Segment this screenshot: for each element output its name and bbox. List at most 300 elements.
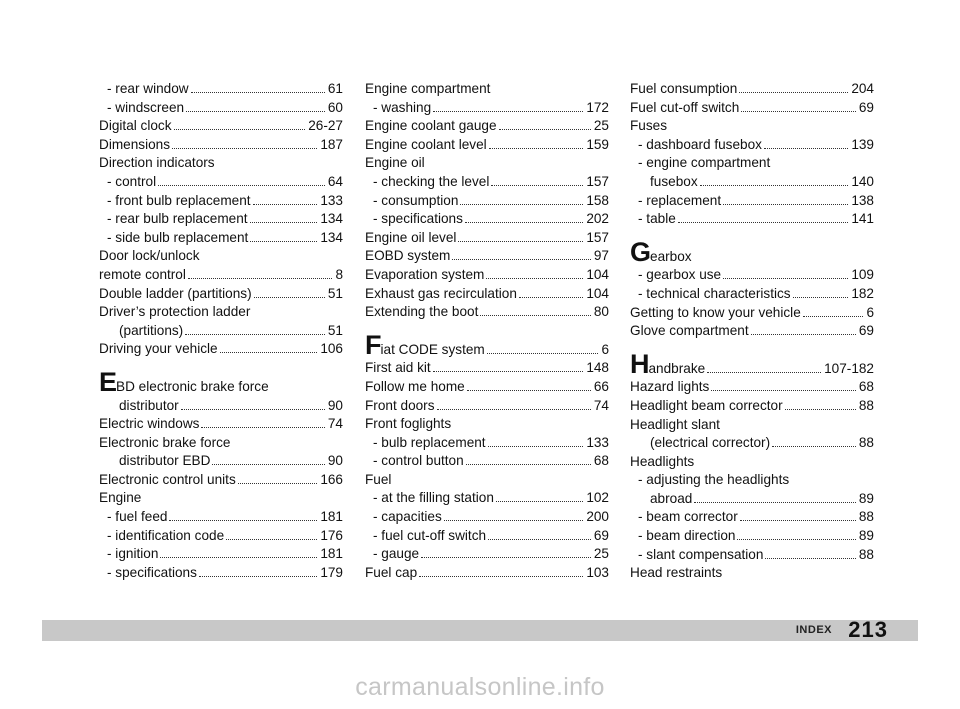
index-entry — [630, 378, 874, 397]
index-entry — [99, 117, 343, 136]
entry-label: (electrical corrector) — [650, 435, 771, 451]
index-entry — [99, 173, 343, 192]
dot-leader — [519, 297, 583, 298]
entry-label: - side bulb replacement — [107, 229, 249, 245]
dot-leader — [723, 278, 848, 279]
index-heading — [630, 154, 874, 173]
page-reference: 60 — [327, 99, 343, 115]
index-entry — [630, 490, 874, 509]
entry-label: - front bulb replacement — [107, 192, 251, 208]
entry-text — [107, 229, 248, 248]
dot-leader — [158, 185, 325, 186]
page-reference: 89 — [858, 490, 874, 506]
index-entry — [630, 508, 874, 527]
entry-label: - at the filling station — [373, 490, 494, 506]
index-entry — [99, 210, 343, 229]
index-heading — [99, 303, 343, 322]
page-reference: 74 — [593, 397, 609, 413]
section-initial: G — [630, 236, 651, 267]
entry-label: Fuel cap — [365, 564, 418, 580]
dot-leader — [707, 372, 821, 373]
entry-text — [638, 285, 791, 304]
entry-label: Electric windows — [99, 416, 200, 432]
index-entry — [630, 99, 874, 118]
page-reference: 104 — [586, 266, 609, 282]
index-entry — [99, 527, 343, 546]
index-entry — [99, 192, 343, 211]
page-reference: 139 — [851, 136, 874, 152]
page-reference: 25 — [593, 118, 609, 134]
entry-text — [107, 99, 184, 118]
index-entry — [99, 415, 343, 434]
entry-text — [99, 490, 141, 505]
dot-leader — [174, 129, 306, 130]
index-entry — [365, 489, 609, 508]
page-reference: 148 — [586, 360, 609, 376]
index-entry — [630, 210, 874, 229]
index-entry — [99, 322, 343, 341]
index-entry — [99, 80, 343, 99]
page-reference: 187 — [320, 136, 343, 152]
index-entry — [99, 285, 343, 304]
dot-leader — [433, 111, 583, 112]
section-initial: F — [365, 329, 381, 360]
entry-label: Engine — [99, 490, 142, 506]
entry-text — [373, 527, 486, 546]
page-reference: 200 — [586, 509, 609, 525]
entry-text — [365, 117, 497, 136]
entry-text — [638, 266, 721, 285]
entry-label: - technical characteristics — [638, 285, 791, 301]
dot-leader — [803, 316, 864, 317]
entry-text — [99, 366, 269, 397]
entry-label: iat CODE system — [380, 341, 485, 357]
entry-text — [373, 489, 494, 508]
index-entry — [365, 266, 609, 285]
dot-leader — [700, 185, 849, 186]
dot-leader — [694, 502, 856, 503]
dot-leader — [254, 297, 325, 298]
index-entry — [99, 136, 343, 155]
index-entry — [365, 452, 609, 471]
entry-text — [99, 266, 186, 285]
page-reference: 90 — [327, 397, 343, 413]
entry-text — [650, 434, 770, 453]
page-reference: 25 — [593, 546, 609, 562]
index-entry — [630, 397, 874, 416]
entry-label: Head restraints — [630, 565, 723, 581]
dot-leader — [487, 353, 599, 354]
index-entry — [365, 210, 609, 229]
index-heading — [365, 415, 609, 434]
page-reference: 88 — [858, 435, 874, 451]
index-entry — [365, 117, 609, 136]
entry-label: - beam direction — [638, 528, 736, 544]
index-heading — [630, 236, 874, 267]
entry-text — [638, 136, 762, 155]
page-reference: 204 — [851, 81, 874, 96]
page-reference: 66 — [593, 378, 609, 394]
page-reference: 134 — [320, 211, 343, 227]
entry-text — [650, 490, 692, 509]
entry-text — [365, 329, 485, 360]
page-reference: 6 — [601, 341, 609, 357]
dot-leader — [465, 222, 583, 223]
page-reference: 181 — [320, 546, 343, 562]
entry-text — [630, 99, 739, 118]
index-entry — [365, 329, 609, 360]
entry-label: Headlights — [630, 453, 695, 469]
index-heading — [99, 489, 343, 508]
entry-text — [630, 236, 692, 267]
entry-label: - dashboard fusebox — [638, 136, 762, 152]
dot-leader — [739, 92, 848, 93]
dot-leader — [191, 92, 325, 93]
entry-text — [630, 454, 694, 469]
index-heading — [630, 471, 874, 490]
page-reference: 6 — [866, 304, 874, 320]
entry-text — [99, 471, 236, 490]
page-reference: 69 — [593, 527, 609, 543]
section-initial: E — [99, 366, 117, 397]
dot-leader — [212, 464, 324, 465]
entry-label: Driver’s protection ladder — [99, 304, 251, 320]
entry-label: Extending the boot — [365, 304, 479, 320]
entry-label: - identification code — [107, 527, 225, 543]
dot-leader — [467, 390, 591, 391]
page-reference: 69 — [858, 323, 874, 339]
page-reference: 133 — [320, 192, 343, 208]
index-entry — [365, 508, 609, 527]
entry-text — [638, 192, 721, 211]
page-reference: 107-182 — [824, 360, 874, 376]
entry-label: Hazard lights — [630, 379, 710, 395]
entry-label: - replacement — [638, 192, 722, 208]
entry-text — [638, 210, 676, 229]
dot-leader — [169, 520, 317, 521]
entry-label: Evaporation system — [365, 266, 485, 282]
entry-text — [373, 99, 431, 118]
index-entry — [365, 303, 609, 322]
index-entry — [365, 397, 609, 416]
dot-leader — [711, 390, 856, 391]
entry-label: distributor EBD — [119, 453, 211, 469]
entry-label: - rear bulb replacement — [107, 211, 248, 227]
entry-text — [638, 527, 735, 546]
entry-text — [630, 118, 667, 133]
dot-leader — [238, 483, 318, 484]
entry-label: Engine oil — [365, 155, 425, 171]
entry-label: Fuel — [365, 471, 392, 487]
dot-leader — [723, 204, 848, 205]
index-entry — [99, 397, 343, 416]
index-entry — [99, 452, 343, 471]
entry-label: Door lock/unlock — [99, 248, 200, 264]
index-column-1 — [99, 80, 343, 582]
footer-section-label: INDEX — [795, 624, 832, 636]
entry-text — [107, 508, 167, 527]
entry-text — [99, 435, 230, 450]
dot-leader — [458, 241, 583, 242]
index-entry — [99, 508, 343, 527]
section-gap — [99, 359, 343, 373]
index-entry — [365, 378, 609, 397]
entry-label: - checking the level — [373, 173, 490, 189]
entry-text — [365, 81, 490, 96]
entry-label: - specifications — [107, 564, 197, 580]
page-reference: 181 — [320, 509, 343, 525]
index-entry — [630, 546, 874, 565]
index-entry — [99, 99, 343, 118]
index-heading — [630, 564, 874, 583]
section-gap — [365, 322, 609, 336]
dot-leader — [250, 241, 317, 242]
entry-text — [373, 210, 463, 229]
entry-label: Headlight beam corrector — [630, 397, 783, 413]
index-entry — [99, 340, 343, 359]
index-entry — [365, 136, 609, 155]
dot-leader — [751, 334, 856, 335]
dot-leader — [741, 111, 856, 112]
index-heading — [630, 117, 874, 136]
dot-leader — [172, 148, 317, 149]
entry-text — [107, 80, 189, 99]
dot-leader — [185, 334, 325, 335]
index-heading — [365, 471, 609, 490]
entry-label: Digital clock — [99, 118, 172, 134]
page-reference: 69 — [858, 99, 874, 115]
index-heading — [99, 154, 343, 173]
index-heading — [99, 366, 343, 397]
entry-text — [99, 304, 250, 319]
entry-text — [630, 565, 722, 580]
index-entry — [630, 322, 874, 341]
index-entry — [630, 266, 874, 285]
entry-text — [107, 173, 156, 192]
page-reference: 74 — [327, 416, 343, 432]
entry-text — [365, 247, 450, 266]
index-entry — [630, 136, 874, 155]
index-entry — [630, 192, 874, 211]
entry-label: - consumption — [373, 192, 459, 208]
index-entry — [365, 564, 609, 583]
page-footer — [42, 617, 918, 642]
entry-text — [365, 229, 456, 248]
entry-text — [119, 322, 183, 341]
entry-label: Engine coolant gauge — [365, 118, 497, 134]
index-entry — [630, 173, 874, 192]
index-column-2 — [365, 80, 609, 582]
dot-leader — [486, 278, 583, 279]
dot-leader — [186, 111, 325, 112]
page-reference: 106 — [320, 341, 343, 357]
index-entry — [99, 545, 343, 564]
entry-label: - gearbox use — [638, 267, 722, 283]
entry-label: - bulb replacement — [373, 434, 486, 450]
entry-text — [119, 397, 179, 416]
entry-label: - capacities — [373, 509, 442, 525]
entry-text — [638, 155, 770, 170]
dot-leader — [765, 558, 855, 559]
dot-leader — [253, 204, 318, 205]
entry-label: Electronic control units — [99, 471, 236, 487]
page-reference: 159 — [586, 136, 609, 152]
entry-label: Exhaust gas recirculation — [365, 285, 517, 301]
entry-text — [373, 545, 419, 564]
page-reference: 68 — [858, 379, 874, 395]
index-entry — [365, 359, 609, 378]
index-entry — [365, 99, 609, 118]
page-reference: 88 — [858, 546, 874, 562]
entry-label: - rear window — [107, 81, 189, 96]
page-reference: 104 — [586, 285, 609, 301]
entry-text — [99, 155, 215, 170]
entry-label: andbrake — [648, 360, 706, 376]
entry-text — [365, 378, 465, 397]
entry-label: Glove compartment — [630, 323, 749, 339]
page-reference: 179 — [320, 564, 343, 580]
index-entry — [365, 527, 609, 546]
index-entry — [99, 471, 343, 490]
dot-leader — [250, 222, 318, 223]
entry-text — [99, 248, 200, 263]
index-entry — [630, 348, 874, 379]
index-entry — [630, 285, 874, 304]
entry-label: Front foglights — [365, 416, 452, 432]
page-reference: 64 — [327, 173, 343, 189]
entry-label: Fuel cut-off switch — [630, 99, 740, 115]
page-reference: 8 — [335, 266, 343, 282]
entry-label: Double ladder (partitions) — [99, 285, 252, 301]
page-reference: 134 — [320, 229, 343, 245]
entry-label: First aid kit — [365, 360, 431, 376]
index-column-3 — [630, 80, 874, 583]
entry-text — [107, 564, 197, 583]
dot-leader — [496, 501, 583, 502]
section-gap — [630, 229, 874, 243]
dot-leader — [421, 557, 591, 558]
entry-label: BD electronic brake force — [116, 378, 269, 394]
entry-text — [99, 285, 252, 304]
dot-leader — [491, 185, 583, 186]
page-reference: 141 — [851, 211, 874, 227]
entry-label: - control — [107, 173, 157, 189]
entry-text — [365, 397, 435, 416]
entry-text — [365, 285, 517, 304]
entry-label: abroad — [650, 490, 693, 506]
entry-text — [630, 417, 720, 432]
index-entry — [99, 229, 343, 248]
page-reference: 88 — [858, 397, 874, 413]
page-reference: 202 — [586, 211, 609, 227]
index-entry — [365, 247, 609, 266]
index-entry — [99, 564, 343, 583]
entry-text — [365, 359, 431, 378]
entry-label: - ignition — [107, 546, 159, 562]
page-reference: 176 — [320, 527, 343, 543]
entry-label: Fuel consumption — [630, 81, 738, 96]
page-reference: 158 — [586, 192, 609, 208]
index-heading — [99, 434, 343, 453]
entry-label: Getting to know your vehicle — [630, 304, 801, 320]
dot-leader — [678, 222, 849, 223]
entry-text — [107, 192, 251, 211]
watermark: carmanualsonline.info — [355, 673, 605, 701]
entry-label: Fuses — [630, 118, 668, 134]
index-entry — [630, 80, 874, 99]
page-number: 213 — [848, 617, 888, 642]
page-reference: 90 — [327, 453, 343, 469]
dot-leader — [444, 520, 584, 521]
entry-text — [365, 266, 484, 285]
entry-text — [365, 416, 451, 431]
index-heading — [99, 247, 343, 266]
dot-leader — [452, 259, 591, 260]
entry-label: Headlight slant — [630, 416, 720, 432]
entry-label: remote control — [99, 266, 186, 282]
entry-text — [99, 340, 218, 359]
dot-leader — [188, 278, 333, 279]
index-heading — [365, 154, 609, 173]
entry-label: - control button — [373, 453, 464, 469]
entry-text — [99, 117, 172, 136]
entry-label: - table — [638, 211, 676, 227]
entry-text — [638, 472, 789, 487]
entry-text — [630, 378, 709, 397]
dot-leader — [499, 129, 591, 130]
index-entry — [365, 545, 609, 564]
index-entry — [365, 192, 609, 211]
dot-leader — [433, 371, 584, 372]
dot-leader — [437, 409, 591, 410]
index-entry — [630, 304, 874, 323]
entry-label: Front doors — [365, 397, 435, 413]
dot-leader — [489, 148, 584, 149]
entry-text — [630, 397, 783, 416]
entry-text — [365, 136, 487, 155]
entry-label: EOBD system — [365, 248, 451, 264]
dot-leader — [740, 520, 856, 521]
page-reference: 182 — [851, 285, 874, 301]
entry-label: Driving your vehicle — [99, 341, 218, 357]
page-reference: 133 — [586, 434, 609, 450]
entry-label: - gauge — [373, 546, 420, 562]
entry-label: - specifications — [373, 211, 463, 227]
dot-leader — [772, 446, 856, 447]
index-heading — [365, 80, 609, 99]
entry-text — [638, 508, 738, 527]
dot-leader — [460, 204, 583, 205]
page-reference: 172 — [586, 99, 609, 115]
page-reference: 51 — [327, 285, 343, 301]
entry-label: - engine compartment — [638, 155, 771, 171]
entry-text — [107, 210, 248, 229]
entry-text — [99, 415, 199, 434]
entry-text — [107, 545, 158, 564]
dot-leader — [160, 557, 317, 558]
entry-text — [365, 303, 478, 322]
entry-text — [373, 508, 442, 527]
entry-label: - slant compensation — [638, 546, 764, 562]
dot-leader — [737, 539, 855, 540]
page-reference: 102 — [586, 490, 609, 506]
entry-label: (partitions) — [119, 322, 184, 338]
index-entry — [365, 434, 609, 453]
page-reference: 88 — [858, 509, 874, 525]
index-entry — [365, 229, 609, 248]
entry-text — [365, 472, 391, 487]
entry-label: - washing — [373, 99, 432, 115]
